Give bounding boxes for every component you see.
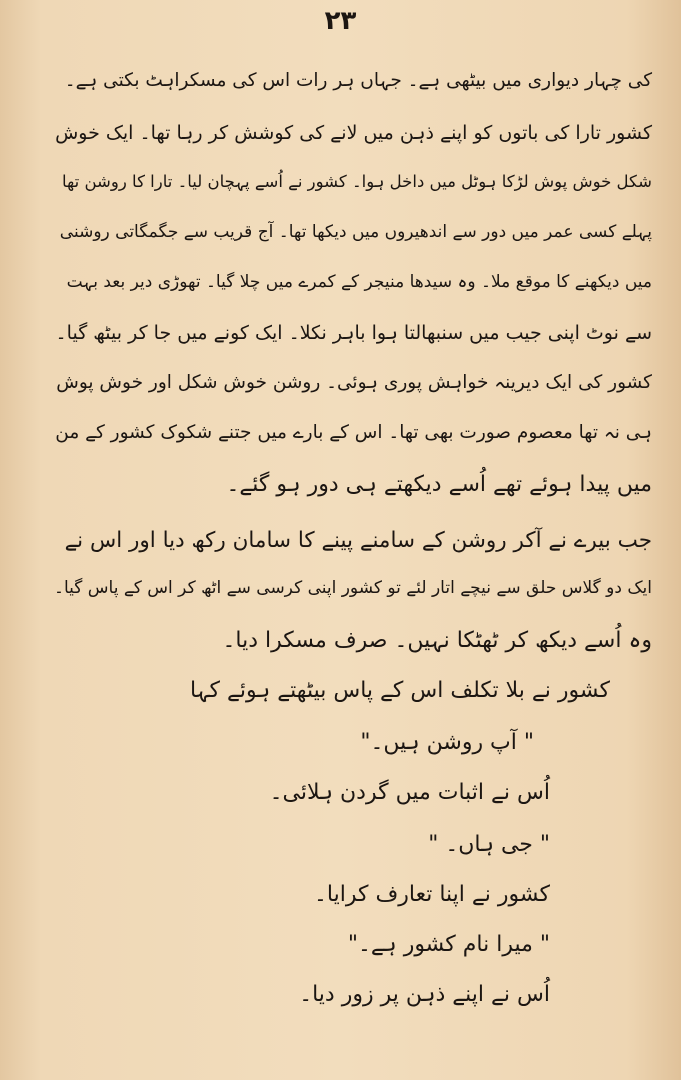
text-line: " میرا نام کشور ہے۔": [347, 932, 550, 957]
text-line: اُس نے اپنے ذہن پر زور دیا۔: [299, 982, 550, 1007]
text-line: سے نوٹ اپنی جیب میں سنبھالتا ہوا باہر نکلا۔ ایک کونے میں جا کر بیٹھ گیا۔: [55, 322, 652, 344]
text-line: شکل خوش پوش لڑکا ہوٹل میں داخل ہوا۔ کشور نے اُسے پہچان لیا۔ تارا کا روشن تھا: [62, 172, 652, 191]
text-line: کشور نے بلا تکلف اس کے پاس بیٹھتے ہوئے کہا: [189, 678, 610, 703]
text-line: میں دیکھنے کا موقع ملا۔ وہ سیدھا منیجر کے کمرے میں چلا گیا۔ تھوڑی دیر بعد بہت: [66, 272, 652, 292]
page-number: ۲۳: [324, 6, 357, 36]
text-line: کشور تارا کی باتوں کو اپنے ذہن میں لانے کی کوشش کر رہا تھا۔ ایک خوش: [55, 122, 652, 144]
text-line: " آپ روشن ہیں۔": [360, 730, 534, 755]
text-line: میں پیدا ہوئے تھے اُسے دیکھتے ہی دور ہو گئے۔: [226, 472, 652, 497]
text-line: وہ اُسے دیکھ کر ٹھٹکا نہیں۔ صرف مسکرا دیا۔: [222, 628, 652, 653]
text-line: کشور نے اپنا تعارف کرایا۔: [314, 882, 550, 907]
text-line: جب بیرے نے آکر روشن کے سامنے پینے کا سامان رکھ دیا اور اس نے: [64, 528, 652, 553]
text-line: کی چہار دیواری میں بیٹھی ہے۔ جہاں ہر رات اس کی مسکراہٹ بکتی ہے۔: [64, 70, 652, 91]
text-line: ہی نہ تھا معصوم صورت بھی تھا۔ اس کے بارے میں جتنے شکوک کشور کے من: [55, 422, 652, 443]
text-line: " جی ہاں۔ ": [428, 832, 550, 857]
text-line: پہلے کسی عمر میں دور سے اندھیروں میں دیکھا تھا۔ آج قریب سے جگمگاتی روشنی: [59, 222, 652, 242]
text-line: اُس نے اثبات میں گردن ہلائی۔: [269, 780, 550, 805]
text-line: ایک دو گلاس حلق سے نیچے اتار لئے تو کشور اپنی کرسی سے اٹھ کر اس کے پاس گیا۔: [54, 578, 652, 598]
text-line: کشور کی ایک دیرینہ خواہش پوری ہوئی۔ روشن خوش شکل اور خوش پوش: [56, 372, 652, 393]
